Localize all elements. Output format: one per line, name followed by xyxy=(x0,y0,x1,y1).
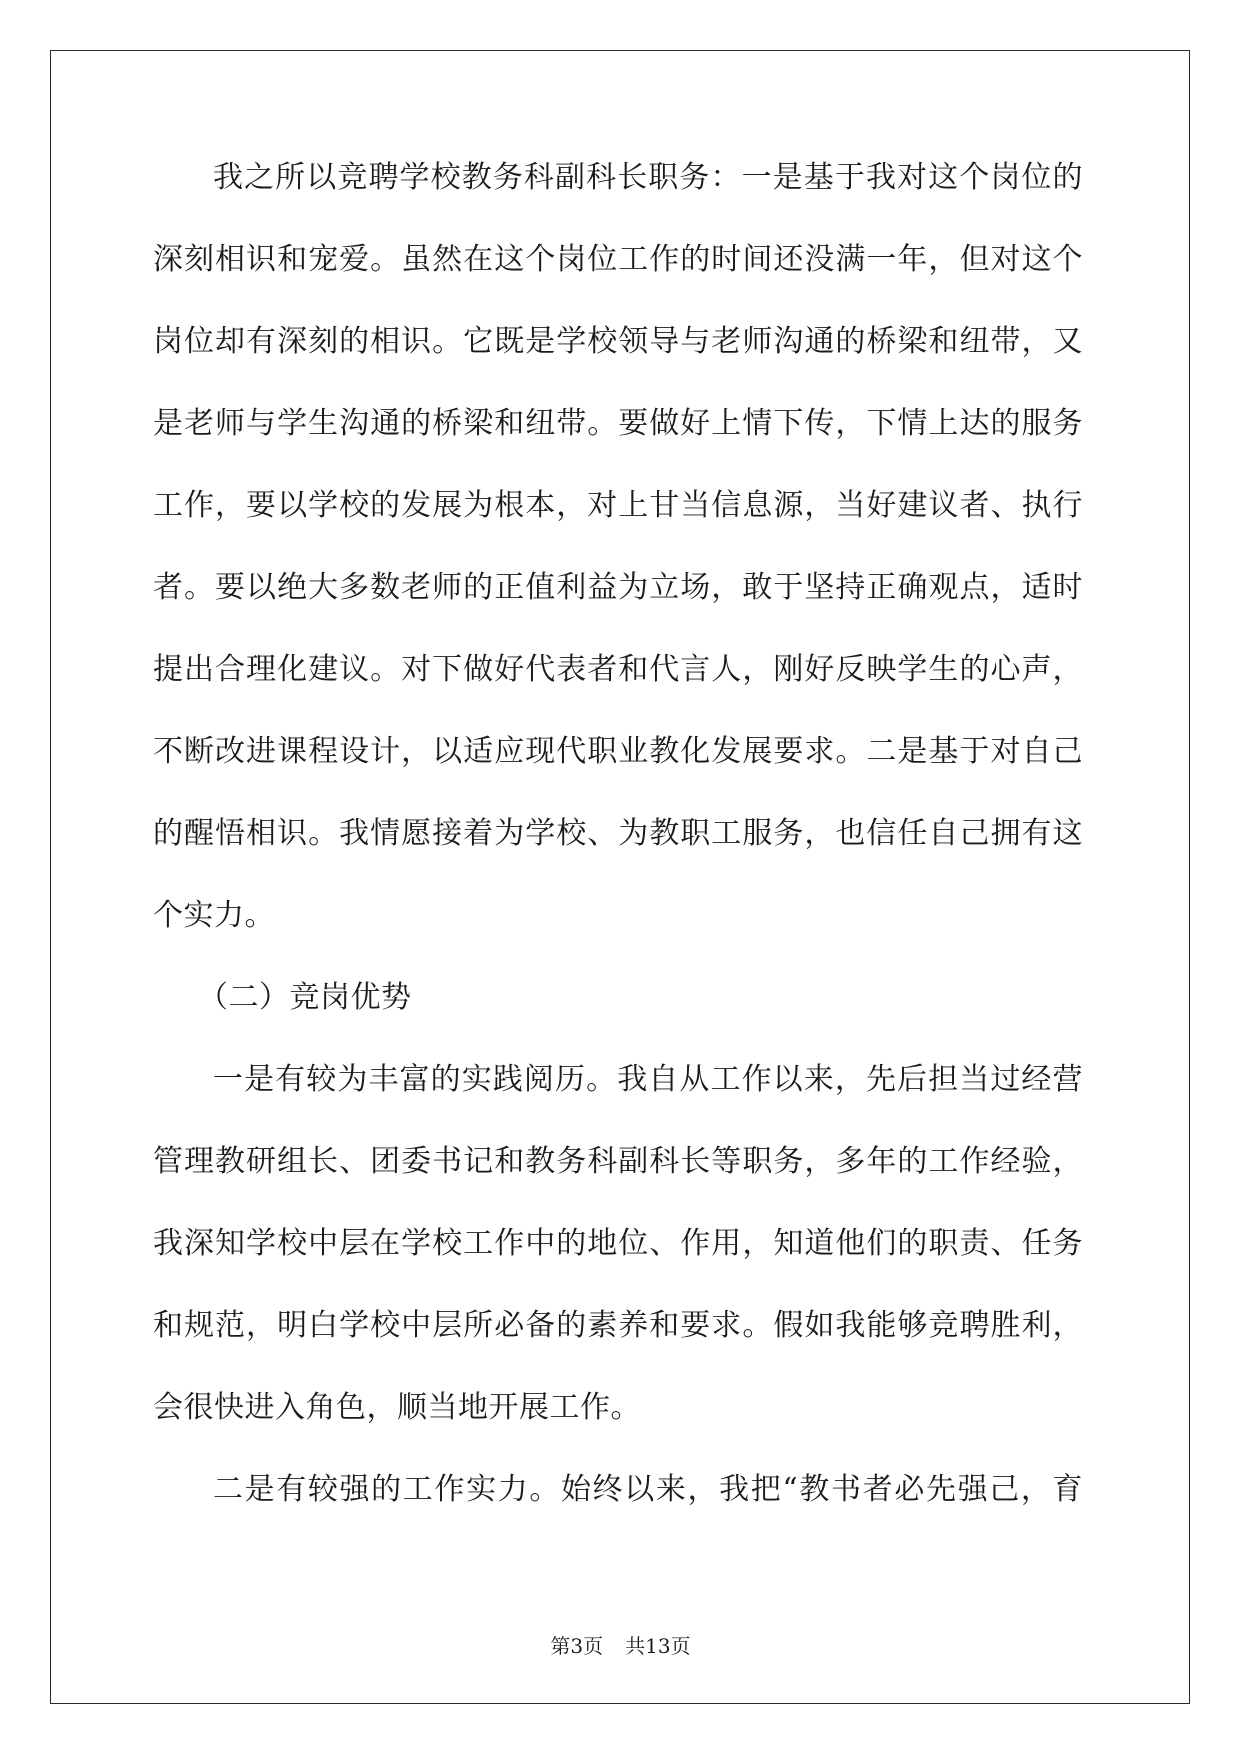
text-line: 我之所以竞聘学校教务科副科长职务：一是基于我对这个岗位的 xyxy=(213,160,1083,195)
text-line: 二是有较强的工作实力。始终以来，我把“教书者必先强己，育 xyxy=(213,1472,1083,1507)
text-line: 个实力。 xyxy=(153,898,275,933)
text-line: 我深知学校中层在学校工作中的地位、作用，知道他们的职责、任务 xyxy=(153,1226,1083,1261)
text-line: 和规范，明白学校中层所必备的素养和要求。假如我能够竞聘胜利， xyxy=(153,1308,1083,1343)
text-line: 是老师与学生沟通的桥梁和纽带。要做好上情下传，下情上达的服务 xyxy=(153,406,1083,441)
text-line: 岗位却有深刻的相识。它既是学校领导与老师沟通的桥梁和纽带，又 xyxy=(153,324,1083,359)
page-number: 第3页 xyxy=(550,1634,604,1658)
document-body xyxy=(153,160,1083,1554)
text-line: 一是有较为丰富的实践阅历。我自从工作以来，先后担当过经营 xyxy=(213,1062,1083,1097)
text-line: 工作，要以学校的发展为根本，对上甘当信息源，当好建议者、执行 xyxy=(153,488,1083,523)
page-footer xyxy=(0,1630,1241,1659)
text-line: 会很快进入角色，顺当地开展工作。 xyxy=(153,1390,641,1425)
section-heading: （二）竞岗优势 xyxy=(198,980,412,1015)
text-line: 者。要以绝大多数老师的正值利益为立场，敢于坚持正确观点，适时 xyxy=(153,570,1083,605)
text-line: 深刻相识和宠爱。虽然在这个岗位工作的时间还没满一年，但对这个 xyxy=(153,242,1083,277)
text-line: 管理教研组长、团委书记和教务科副科长等职务，多年的工作经验， xyxy=(153,1144,1083,1179)
page-total: 共13页 xyxy=(625,1634,691,1658)
text-line: 提出合理化建议。对下做好代表者和代言人，刚好反映学生的心声， xyxy=(153,652,1083,687)
text-line: 的醒悟相识。我情愿接着为学校、为教职工服务，也信任自己拥有这 xyxy=(153,816,1083,851)
text-line: 不断改进课程设计，以适应现代职业教化发展要求。二是基于对自己 xyxy=(153,734,1083,769)
